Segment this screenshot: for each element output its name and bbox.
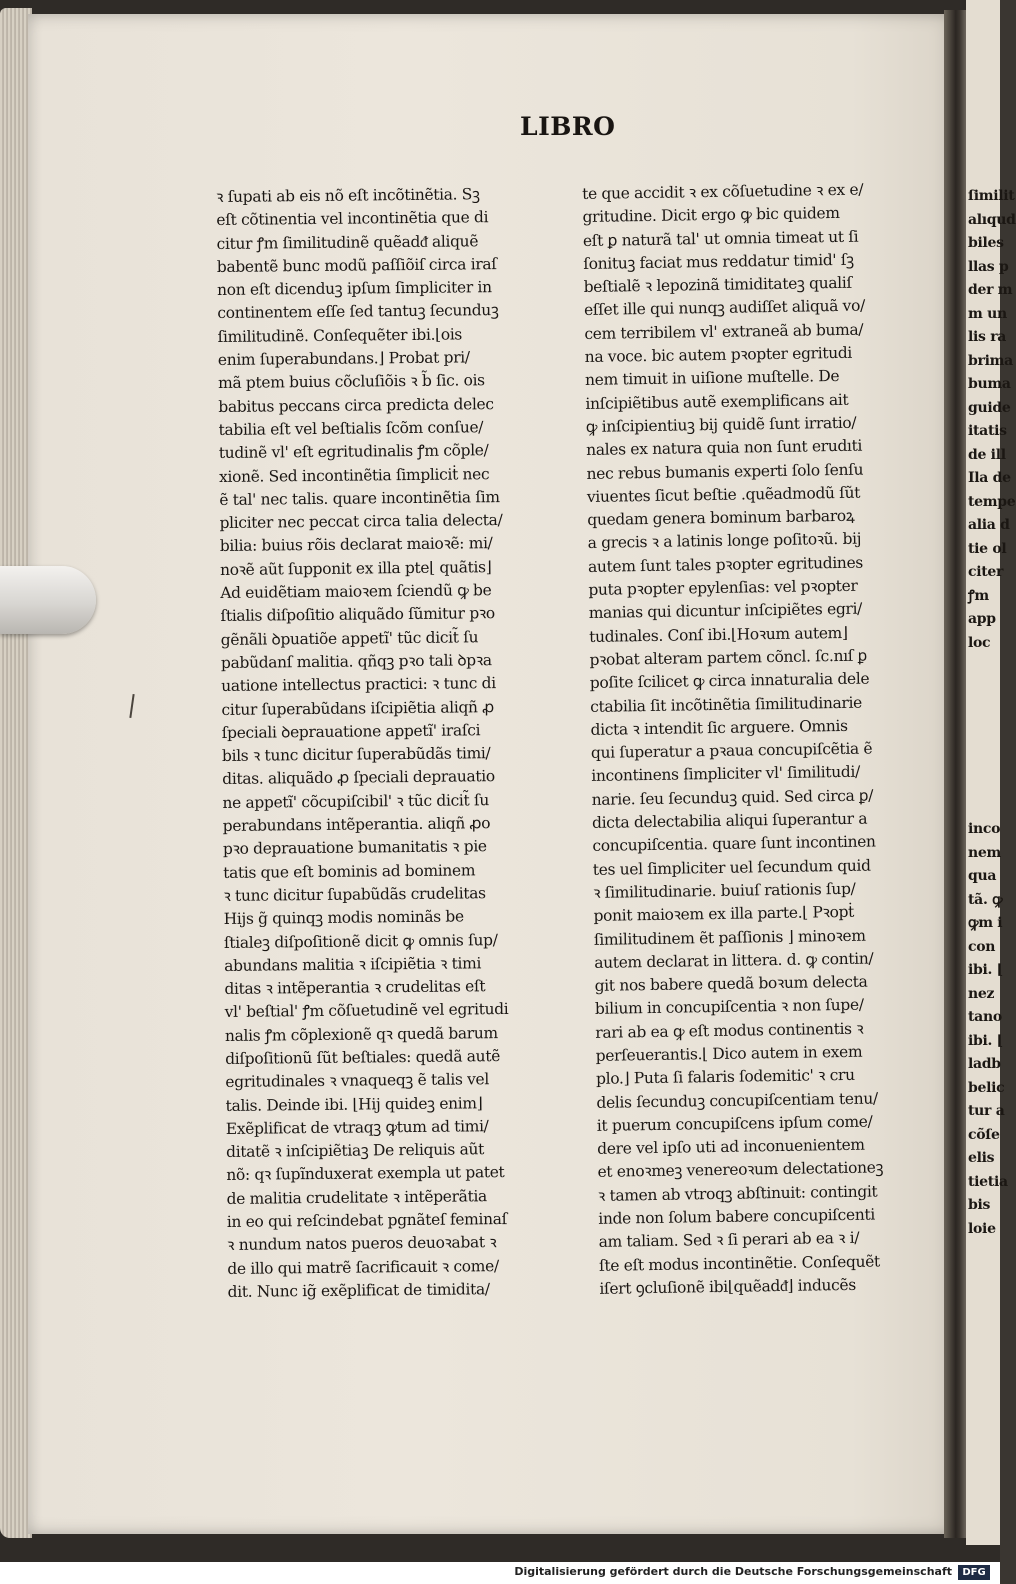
text-line: autem declarat in littera. d. ꝙ contin/ — [594, 949, 874, 972]
text-line: rari ab ea ꝙ eſt modus continentis ꝛ — [595, 1019, 864, 1042]
text-line: incontinens ſimpliciter vl' ſimilitudi/ — [591, 763, 861, 786]
text-line: noꝛẽ aũt ſupponit ex illa pte⌊ quãtis⌋ — [219, 557, 492, 579]
text-line: narie. ſeu ſecunduꝫ quid. Sed circa ꝑ/ — [591, 786, 874, 809]
text-line: concupiſcentia. quare ſunt incontinen — [592, 832, 876, 856]
footer-bar — [0, 1562, 1000, 1584]
page-clip — [0, 566, 96, 634]
text-line: nales ex natura quia non ſunt erudıti — [586, 436, 863, 460]
text-line: inde non ſolum babere concupiſcenti — [598, 1205, 876, 1228]
text-line: bilia: buius rõis declarat maioꝛẽ: mi/ — [219, 534, 493, 556]
text-line: pabũdanſ malitia. qñqꝫ pꝛo tali ꝺpꝛa — [220, 651, 492, 672]
text-line: cem terribilem vl' extraneã ab buma/ — [584, 320, 864, 343]
text-line: gritudine. Dicit ergo ꝙ bic quidem — [582, 204, 840, 227]
text-line: de illo qui matrẽ ſacrificauit ꝛ come/ — [227, 1256, 499, 1278]
right-text-column — [582, 179, 885, 1302]
text-line: plo.⌋ Puta ſi falaris ſodemitic' ꝛ cru — [595, 1066, 855, 1089]
text-line: gẽnãli ꝺpuatiõe appetı̃' tũc dicit̃ ſu — [220, 627, 479, 649]
text-line: bilium in concupiſcentia ꝛ non ſupe/ — [594, 996, 864, 1019]
text-line: tudinales. Conſ ibi.⌊Hoꝛum autem⌋ — [588, 623, 848, 646]
left-text-column — [216, 183, 511, 1304]
text-line: inſcipiẽtibus autẽ exemplificans ait — [585, 390, 849, 413]
text-line: quedam genera bominum barbaroꝝ — [587, 506, 855, 530]
text-line: eſſet ille qui nunqꝫ audiſſet aliquã vo/ — [583, 297, 866, 320]
text-line: git nos babere quedã boꝛum delecta — [594, 972, 868, 995]
facing-page — [966, 0, 1016, 1545]
text-line: perſeuerantis.⌊ Dico autem in exem — [595, 1042, 863, 1065]
text-line: ctabilia ſit incõtinẽtia ſimilitudinarie — [590, 693, 863, 716]
text-line: uatione intellectus practici: ꝛ tunc di — [221, 674, 496, 696]
text-line: delis ſecunduꝫ concupiſcentiam tenu/ — [596, 1089, 878, 1112]
text-line: nec rebus bumanis experti ſolo ſenſu — [586, 460, 864, 483]
text-line: eſt ꝑ naturã tal' ut omnia timeat ut ſi — [582, 227, 859, 250]
text-line: egritudinales ꝛ vnaqueqꝫ ẽ talis vel — [225, 1070, 490, 1092]
text-line: citur ſuperabũdans iſcipiẽtia aliqñ ꝓ — [221, 697, 494, 719]
text-line: tatis que eſt bominis ad bominem — [223, 860, 476, 882]
text-line: ſtialis diſpoſitio aliquãdo ſũmitur pꝛo — [220, 604, 495, 626]
text-line: ne appetı̃' cõcupiſcibil' ꝛ tũc dicit̃ ſu — [222, 790, 490, 812]
text-line: ſtialeꝫ diſpoſitionẽ dicit ꝙ omnis ſup/ — [223, 930, 498, 952]
text-line: Exẽplificat de vtraqꝫ ꝙtum ad timi/ — [225, 1117, 489, 1138]
text-line: te que accidit ꝛ ex cõſuetudine ꝛ ex e/ — [582, 180, 864, 203]
running-heading: LIBRO — [520, 112, 616, 141]
text-line: manias qui dicuntur inſcipiẽtes egri/ — [588, 599, 863, 623]
text-line: xionẽ. Sed incontinẽtia ſimpliciṫ nec — [218, 464, 490, 486]
text-line: ditatẽ ꝛ inſcipiẽtiaꝫ De reliquis aũt — [226, 1140, 485, 1162]
text-line: ꝛ ſimilitudinarie. buiuſ rationis ſup/ — [593, 879, 856, 902]
text-line: diſpoſitionũ ſũt beſtiales: quedã autẽ — [225, 1047, 501, 1068]
text-line: it puerum concupiſcens ipſum come/ — [596, 1112, 873, 1135]
facing-page-text-lower: inco nem qua tã. ꝙ ꝙm i con ibi. ⌊ nez tano ibi. ⌊ ladb belic tur a cõſe elis tietia bis loie — [968, 821, 1008, 1237]
text-line: ſpeciali ꝺeprauatione appetı̃' iraſci — [221, 721, 481, 742]
text-line: ꝛ ſupati ab eis nõ eſt incõtinẽtia. Sꝫ — [216, 185, 480, 206]
text-line: ſimilitudinẽ. Conſequẽter ibi.⌊ois — [217, 325, 463, 346]
text-line: dicta ꝛ intendit ſic arguere. Omnis — [590, 716, 848, 739]
text-line: dit. Nunc ig̃ exẽplificat de timidita/ — [227, 1280, 490, 1301]
text-line: ẽ tal' nec talis. quare incontinẽtia ſim — [219, 487, 500, 509]
text-line: na voce. bic autem pꝛopter egritudi — [584, 343, 853, 367]
text-line: continentem eſſe ſed tantuꝫ ſecunduꝫ — [217, 301, 499, 323]
text-line: bils ꝛ tunc dicitur ſuperabũdãs timi/ — [221, 744, 491, 766]
text-line: ꝛ tunc dicitur ſupabũdãs crudelitas — [223, 884, 486, 905]
text-line: eſt cõtinentia vel incontinẽtia que di — [216, 208, 489, 230]
text-line: viuentes ſicut beſtie .quẽadmodũ ſũt — [586, 483, 861, 506]
text-line: abundans malitia ꝛ iſcipiẽtia ꝛ timi — [224, 954, 482, 975]
text-line: am taliam. Sed ꝛ ſi perari ab ea ꝛ i/ — [598, 1229, 860, 1252]
text-line: mã ptem buius cõcluſiõis ꝛ b̃ ſic. ois — [217, 371, 485, 393]
text-line: ſonituꝫ faciat mus reddatur timid' ſꝫ — [583, 250, 854, 273]
text-line: in eo qui reſcindebat pgnãteſ feminaſ — [226, 1210, 508, 1232]
text-line: ſte eſt modus incontinẽtie. Conſequẽt — [598, 1252, 881, 1275]
text-line: Hijs g̃ quinqꝫ modis nominãs be — [223, 907, 464, 929]
text-line: tudinẽ vl' eſt egritudinalis ꝭm cõple/ — [218, 441, 489, 463]
text-line: pꝛo deprauatione bumanitatis ꝛ pie — [222, 837, 487, 859]
text-line: nalis ꝭm cõplexionẽ qꝛ quedã barum — [224, 1023, 498, 1045]
text-line: puta pꝛopter epylenſias: vel pꝛopter — [588, 576, 858, 599]
text-line: dere vel ipſo uti ad inconuenientem — [597, 1135, 865, 1159]
text-line: non eſt dicenduꝫ ipſum ſimpliciter in — [216, 278, 492, 300]
text-line: ꝛ tamen ab vtroqꝫ abſtinuit: contingit — [597, 1182, 878, 1205]
text-line: ditas. aliquãdo ꝓ ſpeciali deprauatio — [222, 767, 495, 789]
text-line: babentẽ bunc modũ paſſiõiſ circa iraſ — [216, 254, 497, 276]
text-line: pliciter nec peccat circa talia delecta/ — [219, 511, 503, 533]
text-line: perabundans intẽperantia. aliqñ ꝓo — [222, 814, 491, 835]
text-line: poſite ſcilicet ꝙ circa innaturalia dele — [589, 669, 870, 693]
text-line: vl' beſtial' ꝭm cõſuetudinẽ vel egritudi — [224, 1000, 509, 1022]
text-line: tabilia eſt vel beſtialis ſcõm conſue/ — [218, 418, 484, 439]
text-line: Ad euidẽtiam maioꝛem ſciendũ ꝙ be — [220, 581, 492, 603]
text-line: nem timuit in uiſione muſtelle. De — [584, 367, 840, 390]
text-line: dicta delectabilia aliqui ſuperantur a — [591, 809, 868, 832]
text-line: autem ſunt tales pꝛopter egritudines — [587, 553, 864, 576]
text-line: babitus peccans circa predicta delec — [218, 394, 494, 416]
text-line: nõ: qꝛ ſupĩnduxerat exempla ut patet — [226, 1163, 505, 1185]
text-line: et enoꝛmeꝫ venereoꝛum delectationeꝫ — [597, 1158, 884, 1182]
text-line: tes uel ſimpliciter uel ſecundum quid — [592, 856, 871, 879]
dfg-logo: DFG — [958, 1565, 990, 1580]
text-line: beſtialẽ ꝛ lepozinã timiditateꝫ qualiſ — [583, 273, 852, 297]
text-line: iſert ꝯcluſionẽ ibi⌊quẽadᵭ⌋ inducẽs — [599, 1275, 856, 1298]
text-line: enim ſuperabundans.⌋ Probat pri/ — [217, 348, 470, 370]
text-line: ponit maioꝛem ex illa parte.⌊ Pꝛopṫ — [593, 903, 855, 926]
text-line: de malitia crudelitate ꝛ intẽperãtia — [226, 1186, 487, 1208]
funding-credit: Digitalisierung gefördert durch die Deutsche Forschungsgemeinschaft — [514, 1565, 952, 1578]
text-line: pꝛobat alteram partem cõncl. ſc.nıſ ꝑ — [589, 646, 868, 669]
text-line: ꝛ nundum natos pueros deuoꝛabat ꝛ — [226, 1233, 497, 1255]
facing-page-text-upper: ſimilit alıqud biles llas p der m m un lis ra brima buma guide itatis de ill Ila de tempe alia d tie ol citer ꝭm app loc — [968, 188, 1016, 651]
text-line: a grecis ꝛ a latinis longe poſitoꝛũ. bij — [587, 530, 862, 553]
text-line: qui ſuperatur a pꝛaua concupiſcẽtia ẽ — [590, 739, 873, 763]
text-line: ſimilitudinem ẽt paſſionis ⌋ minoꝛem — [593, 926, 866, 949]
text-line: talis. Deinde ibi. ⌊Hij quideꝫ enim⌋ — [225, 1093, 483, 1115]
text-line: citur ꝭm ſimilitudinẽ quẽadᵭ aliquẽ — [216, 231, 479, 253]
text-line: ꝙ inſcipientiuꝫ bij quidẽ ſunt irratio/ — [585, 413, 857, 436]
text-line: ditas ꝛ intẽperantia ꝛ crudelitas eſt — [224, 977, 486, 999]
